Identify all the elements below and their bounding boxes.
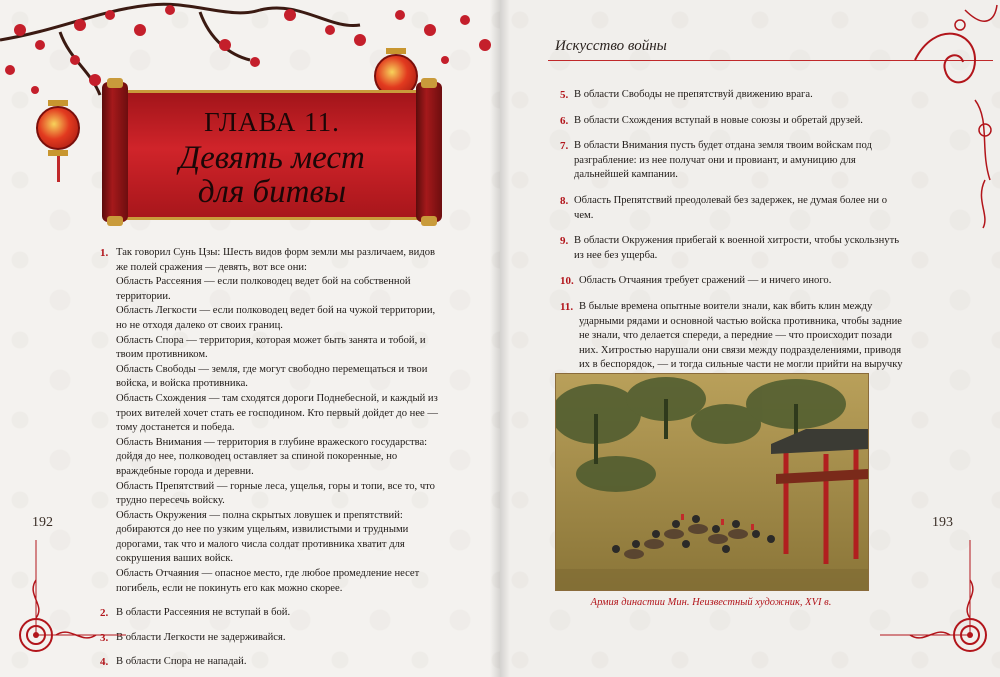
text-line: Область Отчаяния — опасное место, где любое промедление несет погибель, если не покинуть его как можно скорее. <box>116 568 420 594</box>
ornament-corner-top-right-icon <box>905 0 1000 230</box>
paragraph-4 <box>100 655 448 670</box>
lantern-left <box>36 100 80 182</box>
scroll-rod-left <box>102 82 128 222</box>
chapter-title-line1: Девять мест <box>179 140 365 176</box>
paragraph-number: 1. <box>100 247 109 259</box>
paragraph-8 <box>560 194 905 223</box>
paragraph-text: В области Схождения вступай в новые союзы и обретай друзей. <box>574 114 863 126</box>
paragraph-number: 9. <box>560 235 569 248</box>
paragraph-number: 10. <box>560 275 574 288</box>
ornament-corner-left-icon <box>6 540 126 675</box>
text-line: Область Внимания — территория в глубине вражеского государства: дойдя до нее, полководец оставляет за спиной покоренные, но враждебные города и деревни. <box>116 436 428 477</box>
paragraph-number: 2. <box>100 607 109 620</box>
text-line: Так говорил Сунь Цзы: Шесть видов форм земли мы различаем, видов же полей сражения — девять, вот все они: <box>116 247 436 273</box>
text-line: В области Рассеяния не вступай в бой. <box>116 607 291 619</box>
left-text-column <box>100 246 448 670</box>
text-line: Область Препятствий — горные леса, ущелья, горы и топи, все то, что трудно пересечь войску. <box>116 480 435 507</box>
text-line: Область Схождения — там сходятся дороги Поднебесной, и каждый из троих вителей хочет стать ее господином. Кто первый дойдет до нее — тому достанется и победа. <box>116 392 438 434</box>
chapter-title-line2: для битвы <box>197 174 347 210</box>
paragraph-6 <box>560 114 905 129</box>
paragraph-7 <box>560 139 905 183</box>
paragraph-text: В области Внимания пусть будет отдана земля твоим войскам под разграбление: из нее получат они и провиант, и амуницию для дальнейшей кампании. <box>574 140 872 181</box>
painting-caption: Армия династии Мин. Неизвестный художник, XVI в. <box>590 597 832 608</box>
text-line: Область Рассеяния — если полководец ведет бой на собственной территории. <box>116 276 411 302</box>
paragraph-text: В области Окружения прибегай к военной хитрости, чтобы ускользнуть из нее без ущерба. <box>574 235 900 261</box>
paragraph-9 <box>560 234 905 263</box>
paragraph-text: В былые времена опытные воители знали, как вбить клин между ударными рядами и основной частью войска противника, чтобы задние не знали, что делается спереди, а передние — что происходит позади них. Хитростью нарушали они связи между подразделениями, приводя их в беспорядок, — и тогда сильные части не могли прийти на выручку <box>579 300 903 371</box>
scroll-rod-right <box>416 82 442 222</box>
page-number-right: 193 <box>932 515 953 530</box>
text-line: В области Легкости не задерживайся. <box>116 631 286 643</box>
text-line: Область Легкости — если полководец ведет бой на чужой территории, но не отходя далеко от своих границ. <box>116 305 436 331</box>
ornament-corner-right-icon <box>880 540 1000 675</box>
paragraph-text: Область Отчаяния требует сражений — и ничего иного. <box>579 275 832 287</box>
paragraph-5 <box>560 88 905 103</box>
paragraph-2 <box>100 606 448 621</box>
ming-army-painting <box>555 373 869 591</box>
text-line: Область Окружения — полна скрытых ловушек и препятствий: добираются до нее по узким ущельям, извилистыми и трудными дорогами, так что и малого числа солдат противника хватит для сокрушения ваших войск. <box>116 509 409 565</box>
chapter-scroll-banner <box>102 82 442 222</box>
paragraph-text: Область Препятствий преодолевай без задержек, не думая более ни о чем. <box>574 194 888 221</box>
chapter-title <box>124 141 420 209</box>
book-gutter <box>490 0 510 677</box>
chapter-label: ГЛАВА 11. <box>204 107 340 137</box>
paragraph-number: 6. <box>560 114 569 127</box>
paragraph-text: В области Свободы не препятствуй движению врага. <box>574 89 813 100</box>
paragraph-number: 4. <box>100 656 109 669</box>
text-line: Область Спора — территория, которая может быть занята и тобой, и твоим противником. <box>116 334 426 361</box>
paragraph-number: 11. <box>560 300 574 313</box>
text-line: В области Спора не нападай. <box>116 656 247 668</box>
paragraph-10 <box>560 274 905 289</box>
right-text-column <box>560 88 905 399</box>
paragraph-number: 5. <box>560 89 569 101</box>
paragraph-1 <box>100 246 448 596</box>
paragraph-number: 8. <box>560 194 569 207</box>
page-number-left: 192 <box>32 515 53 530</box>
paragraph-number: 3. <box>100 631 109 644</box>
paragraph-3 <box>100 631 448 646</box>
paragraph-number: 7. <box>560 140 569 153</box>
running-title: Искусство войны <box>555 38 667 54</box>
text-line: Область Свободы — земля, где могут свободно перемещаться и твои войска, и войска противника. <box>116 363 428 390</box>
